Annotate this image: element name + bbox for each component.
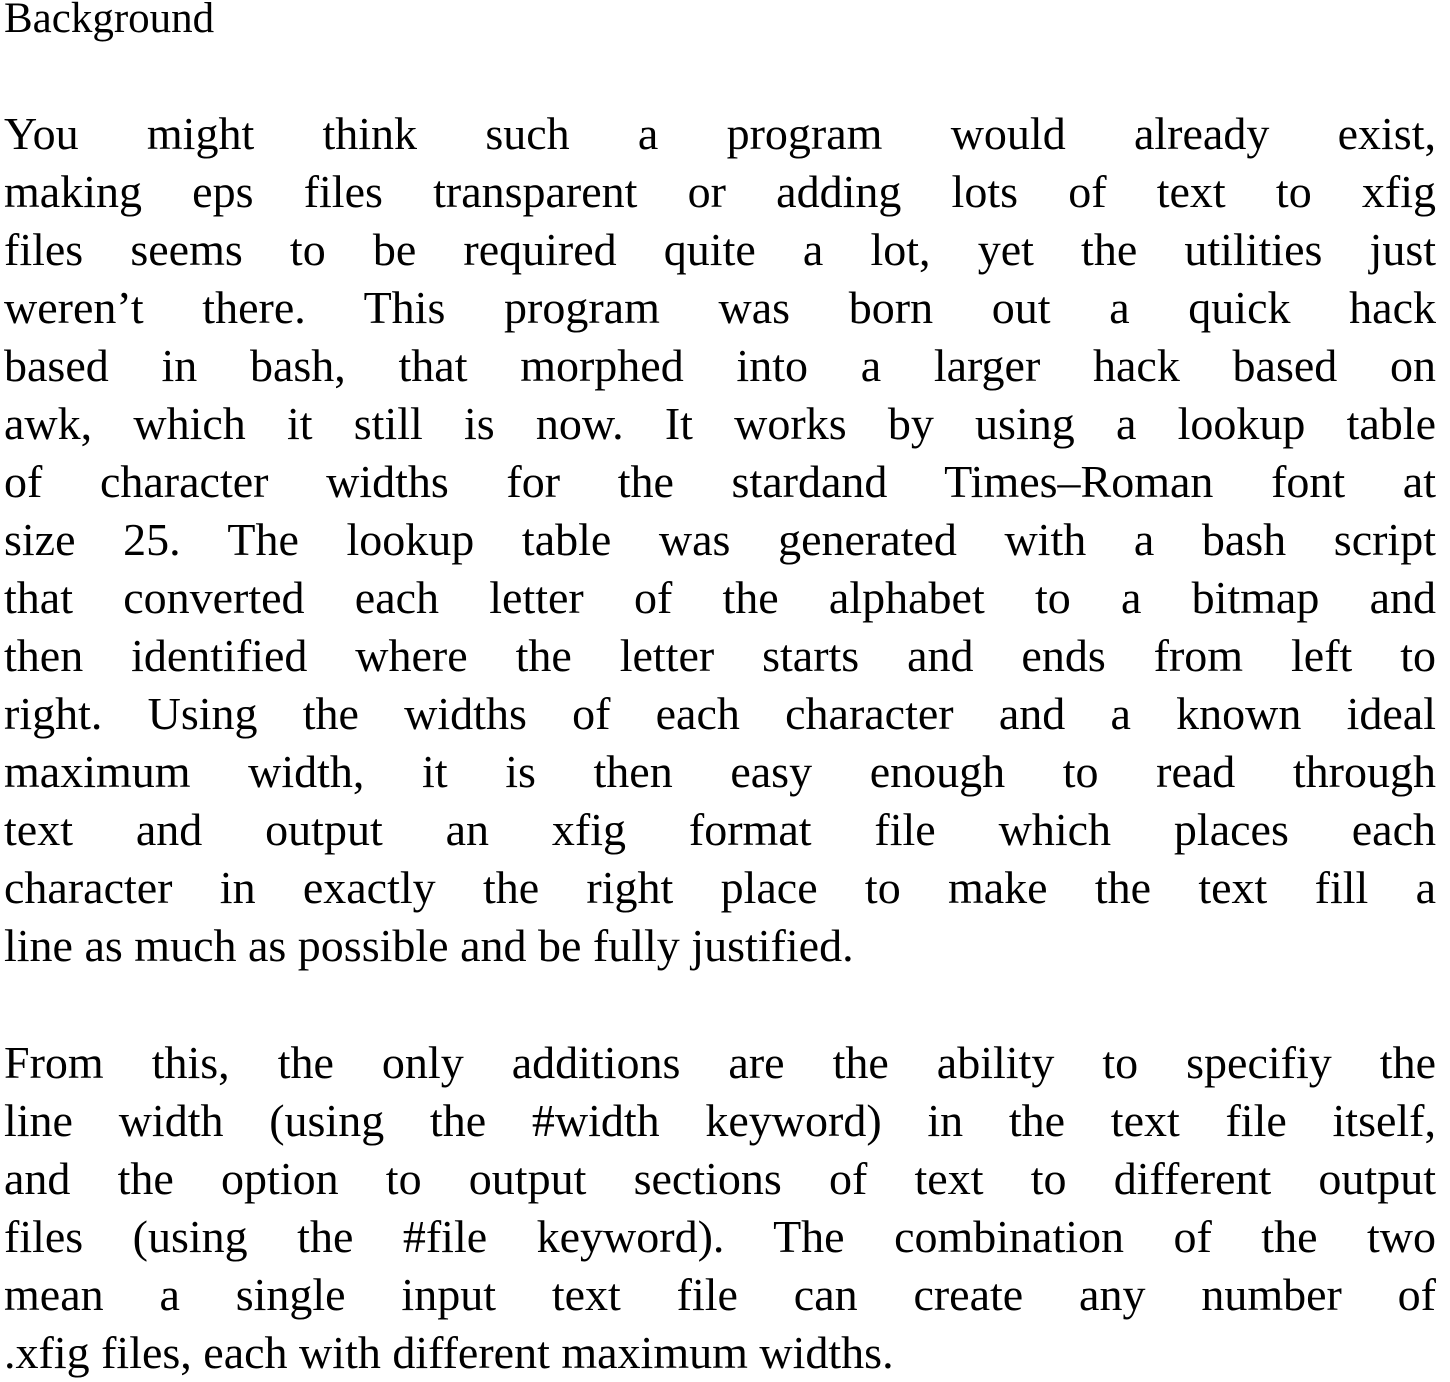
section-heading: Background xyxy=(4,0,215,42)
paragraph-line: files seems to be required quite a lot, yet the utilities just xyxy=(4,224,1436,275)
paragraph-line: making eps files transparent or adding lots of text to xfig xyxy=(4,166,1436,217)
paragraph-line: line as much as possible and be fully justified. xyxy=(4,920,854,971)
paragraph-line: You might think such a program would already exist, xyxy=(4,108,1436,159)
paragraph-line: then identified where the letter starts and ends from left to xyxy=(4,630,1436,681)
paragraph-line: files (using the #file keyword). The combination of the two xyxy=(4,1211,1436,1262)
paragraph-line: and the option to output sections of text to different output xyxy=(4,1153,1436,1204)
paragraph-line: line width (using the #width keyword) in the text file itself, xyxy=(4,1095,1436,1146)
paragraph-line: maximum width, it is then easy enough to read through xyxy=(4,746,1436,797)
paragraph-line: character in exactly the right place to make the text fill a xyxy=(4,862,1436,913)
paragraph-line: mean a single input text file can create any number of xyxy=(4,1269,1436,1320)
paragraph-line: size 25. The lookup table was generated with a bash script xyxy=(4,514,1436,565)
paragraph-line: based in bash, that morphed into a larger hack based on xyxy=(4,340,1436,391)
paragraph-2 xyxy=(4,1034,1436,1382)
paragraph-line: that converted each letter of the alphabet to a bitmap and xyxy=(4,572,1436,623)
paragraph-line: of character widths for the stardand Times–Roman font at xyxy=(4,456,1436,507)
paragraph-line: weren’t there. This program was born out a quick hack xyxy=(4,282,1436,333)
paragraph-line: awk, which it still is now. It works by using a lookup table xyxy=(4,398,1436,449)
paragraph-line: From this, the only additions are the ability to specifiy the xyxy=(4,1037,1436,1088)
paragraph-1 xyxy=(4,105,1436,975)
paragraph-line: right. Using the widths of each character and a known ideal xyxy=(4,688,1436,739)
paragraph-line: .xfig files, each with different maximum widths. xyxy=(4,1327,894,1378)
paragraph-line: text and output an xfig format file which places each xyxy=(4,804,1436,855)
